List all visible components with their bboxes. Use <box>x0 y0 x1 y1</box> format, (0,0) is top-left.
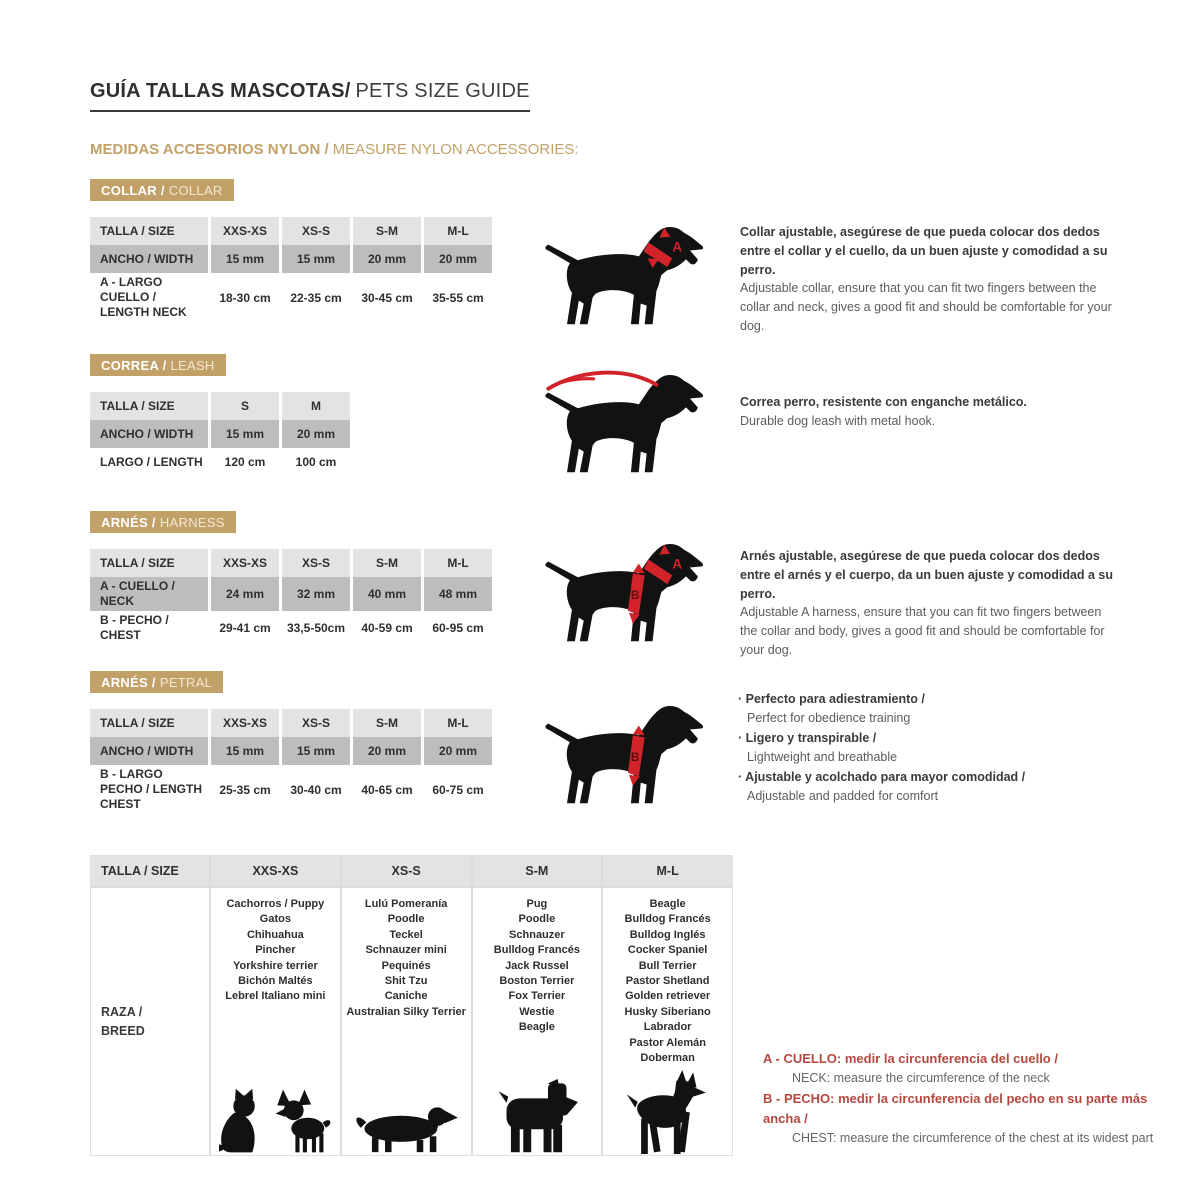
table-header-cell: TALLA / SIZE <box>90 392 208 420</box>
breed-item: Cocker Spaniel <box>627 944 708 957</box>
breed-item: Jack Russel <box>505 959 569 972</box>
breed-item: Fox Terrier <box>508 990 566 1003</box>
table-row-label: A - CUELLO / NECK <box>90 577 208 611</box>
table-header-cell: S-M <box>473 856 602 886</box>
table-header-cell: S-M <box>353 217 421 245</box>
table-header-cell: M-L <box>424 549 492 577</box>
breed-column-xs-s <box>342 888 471 1155</box>
petral-section-badge <box>90 671 223 693</box>
table-cell: 15 mm <box>211 245 279 273</box>
marker-letter-b: B <box>630 749 640 764</box>
table-header-cell: M-L <box>603 856 732 886</box>
page-title <box>90 80 530 112</box>
breed-item: Bulldog Inglés <box>629 928 706 941</box>
breed-item: Schnauzer mini <box>365 944 447 957</box>
breed-item: Golden retriever <box>625 990 711 1003</box>
badge-label-en: HARNESS <box>159 515 225 530</box>
breed-item: Westie <box>519 1005 555 1018</box>
breed-item: Gatos <box>259 913 291 926</box>
table-cell: 48 mm <box>424 577 492 611</box>
feature-en: Adjustable and padded for comfort <box>747 788 939 803</box>
page-title-es: GUÍA TALLAS MASCOTAS/ <box>90 80 351 102</box>
table-header-cell: TALLA / SIZE <box>90 709 208 737</box>
dog-with-leash-icon <box>542 367 710 485</box>
harness-description <box>740 547 1122 660</box>
table-header-cell: M <box>282 392 350 420</box>
leash-section-badge <box>90 354 226 376</box>
breed-item: Bulldog Francés <box>624 913 711 926</box>
feature-es: · Ligero y transpirable / <box>738 729 1138 748</box>
badge-label-en: COLLAR <box>168 183 223 198</box>
table-cell: 25-35 cm <box>211 765 279 814</box>
table-header-cell: S-M <box>353 709 421 737</box>
breed-silhouette-cell <box>473 1070 602 1155</box>
description-en: Adjustable collar, ensure that you can fit two fingers between the collar and neck, gives a good fit and should be comfortable for your dog. <box>740 281 1112 333</box>
feature-en: Lightweight and breathable <box>747 750 898 765</box>
dog-with-chest-strap-illustration <box>540 697 712 817</box>
breed-item: Shit Tzu <box>384 974 428 987</box>
breed-item: Bull Terrier <box>638 959 697 972</box>
table-cell: 100 cm <box>282 448 350 476</box>
breed-item: Doberman <box>640 1051 695 1064</box>
table-cell: 60-95 cm <box>424 611 492 645</box>
breed-item: Pincher <box>255 944 296 957</box>
harness-size-table <box>90 549 492 645</box>
breed-item: Pastor Shetland <box>625 974 710 987</box>
breed-item: Pug <box>526 898 548 910</box>
table-header-cell: XS-S <box>282 217 350 245</box>
table-cell: 15 mm <box>211 737 279 765</box>
table-header-cell: TALLA / SIZE <box>91 856 209 886</box>
feature-es: · Perfecto para adiestramiento / <box>738 690 1138 709</box>
feature-en: Perfect for obedience training <box>747 711 911 726</box>
dog-with-harness-illustration <box>540 535 712 655</box>
breed-item: Boston Terrier <box>499 974 575 987</box>
description-en: Adjustable A harness, ensure that you can fit two fingers between the collar and body, gives a good fit and should be comfortable for your dog. <box>740 605 1105 657</box>
breed-item: Poodle <box>518 913 556 926</box>
breed-item: Poodle <box>387 913 425 926</box>
breed-item: Caniche <box>384 990 428 1003</box>
table-cell: 24 mm <box>211 577 279 611</box>
table-cell: 120 cm <box>211 448 279 476</box>
breed-item: Pastor Alemán <box>629 1036 706 1049</box>
table-header-cell: M-L <box>424 217 492 245</box>
table-cell: 60-75 cm <box>424 765 492 814</box>
page-subtitle-en: MEASURE NYLON ACCESSORIES: <box>332 141 579 158</box>
breed-silhouette-cell <box>342 1070 471 1155</box>
table-row-label: A - LARGO CUELLO / LENGTH NECK <box>90 273 208 322</box>
measuring-notes <box>763 1049 1163 1148</box>
badge-label-en: PETRAL <box>159 675 213 690</box>
breed-row-label <box>91 888 209 1155</box>
page-title-en: PETS SIZE GUIDE <box>355 80 530 102</box>
table-cell: 20 mm <box>424 737 492 765</box>
table-cell: 15 mm <box>211 420 279 448</box>
breed-item: Bulldog Francés <box>493 944 580 957</box>
table-cell: 20 mm <box>282 420 350 448</box>
description-es: Correa perro, resistente con enganche metálico. <box>740 395 1027 409</box>
breed-row-label-line2: BREED <box>101 1023 145 1038</box>
collar-size-table <box>90 217 492 322</box>
breed-list <box>473 888 602 1040</box>
table-cell: 15 mm <box>282 245 350 273</box>
breed-size-table <box>90 855 733 1156</box>
table-cell: 29-41 cm <box>211 611 279 645</box>
table-row-label: ANCHO / WIDTH <box>90 245 208 273</box>
description-es: Collar ajustable, asegúrese de que pueda colocar dos dedos entre el collar y el cuello, da un buen ajuste y comodidad a su perro. <box>740 225 1108 277</box>
table-cell: 22-35 cm <box>282 273 350 322</box>
marker-letter-a: A <box>672 556 683 572</box>
leash-description <box>740 393 1122 431</box>
breed-item: Yorkshire terrier <box>232 959 318 972</box>
table-row-label: ANCHO / WIDTH <box>90 737 208 765</box>
harness-section-badge <box>90 511 236 533</box>
breed-item: Cachorros / Puppy <box>226 898 325 910</box>
breed-column-xxs-xs <box>211 888 340 1155</box>
table-header-cell: M-L <box>424 709 492 737</box>
breed-item: Beagle <box>518 1021 555 1034</box>
table-cell: 40-65 cm <box>353 765 421 814</box>
table-row-label: ANCHO / WIDTH <box>90 420 208 448</box>
table-header-cell: XXS-XS <box>211 549 279 577</box>
table-cell: 33,5-50cm <box>282 611 350 645</box>
dachshund-silhouette-icon <box>352 1098 460 1154</box>
badge-label-es: CORREA / <box>101 358 167 373</box>
badge-label-es: ARNÉS / <box>101 515 156 530</box>
breed-item: Lulú Pomeranía <box>364 898 448 910</box>
table-header-cell: XXS-XS <box>211 856 340 886</box>
note-neck-en: NECK: measure the circumference of the neck <box>792 1071 1050 1086</box>
table-row-label: LARGO / LENGTH <box>90 448 208 476</box>
feature-es: · Ajustable y acolchado para mayor comodidad / <box>738 768 1138 787</box>
breed-list <box>342 888 471 1024</box>
breed-silhouette-cell <box>603 1070 732 1155</box>
doberman-silhouette-icon <box>626 1070 710 1154</box>
breed-item: Beagle <box>649 898 686 910</box>
note-neck-es: A - CUELLO: medir la circunferencia del cuello / <box>763 1051 1058 1066</box>
table-cell: 32 mm <box>282 577 350 611</box>
breed-silhouette-cell <box>211 1070 340 1155</box>
table-cell: 40-59 cm <box>353 611 421 645</box>
breed-list <box>603 888 732 1070</box>
table-cell: 15 mm <box>282 737 350 765</box>
table-cell: 18-30 cm <box>211 273 279 322</box>
table-header-cell: S <box>211 392 279 420</box>
description-en: Durable dog leash with metal hook. <box>740 413 936 428</box>
table-header-cell: XS-S <box>342 856 471 886</box>
table-header-cell: XS-S <box>282 709 350 737</box>
note-chest-en: CHEST: measure the circumference of the chest at its widest part <box>792 1130 1154 1145</box>
dog-with-harness-icon <box>542 536 710 654</box>
breed-item: Chihuahua <box>246 928 304 941</box>
dog-with-collar-illustration <box>540 218 712 338</box>
breed-item: Teckel <box>389 928 423 941</box>
page-subtitle-es: MEDIDAS ACCESORIOS NYLON / <box>90 141 329 158</box>
table-cell: 40 mm <box>353 577 421 611</box>
table-header-cell: S-M <box>353 549 421 577</box>
breed-row-label-line1: RAZA / <box>101 1004 143 1019</box>
table-header-cell: XXS-XS <box>211 217 279 245</box>
description-es: Arnés ajustable, asegúrese de que pueda colocar dos dedos entre el arnés y el cuerpo, da un buen ajuste y comodidad a su perro. <box>740 549 1114 601</box>
table-cell: 30-45 cm <box>353 273 421 322</box>
table-cell: 20 mm <box>353 245 421 273</box>
collar-description <box>740 223 1122 336</box>
petral-size-table <box>90 709 492 814</box>
dog-with-collar-icon <box>542 219 710 337</box>
badge-label-en: LEASH <box>170 358 215 373</box>
petral-features <box>738 690 1138 806</box>
breed-item: Schnauzer <box>509 928 565 941</box>
table-header-cell: TALLA / SIZE <box>90 549 208 577</box>
table-header-cell: XS-S <box>282 549 350 577</box>
breed-column-s-m <box>473 888 602 1155</box>
cat-silhouette-icon <box>219 1088 265 1154</box>
table-row-label: B - PECHO / CHEST <box>90 611 208 645</box>
dog-with-chest-strap-icon <box>542 698 710 816</box>
breed-item: Bichón Maltés <box>238 974 313 987</box>
note-chest-es: B - PECHO: medir la circunferencia del pecho en su parte más ancha / <box>763 1090 1148 1126</box>
table-cell: 35-55 cm <box>424 273 492 322</box>
table-cell: 20 mm <box>353 737 421 765</box>
breed-item: Pequinés <box>381 959 431 972</box>
schnauzer-silhouette-icon <box>494 1079 579 1154</box>
marker-letter-a: A <box>672 239 683 255</box>
badge-label-es: ARNÉS / <box>101 675 156 690</box>
dog-with-leash-illustration <box>540 366 712 486</box>
table-cell: 30-40 cm <box>282 765 350 814</box>
breed-item: Husky Siberiano <box>624 1005 711 1018</box>
collar-section-badge <box>90 179 234 201</box>
breed-item: Lebrel Italiano mini <box>225 990 326 1003</box>
breed-column-m-l <box>603 888 732 1155</box>
breed-item: Australian Silky Terrier <box>346 1005 466 1018</box>
leash-size-table <box>90 392 350 476</box>
breed-list <box>211 888 340 1009</box>
table-header-cell: TALLA / SIZE <box>90 217 208 245</box>
page-header <box>90 80 530 112</box>
table-row-label: B - LARGO PECHO / LENGTH CHEST <box>90 765 208 814</box>
leash-line <box>548 373 656 389</box>
breed-item: Labrador <box>643 1021 692 1034</box>
table-header-cell: XXS-XS <box>211 709 279 737</box>
page-subtitle <box>90 141 579 158</box>
badge-label-es: COLLAR / <box>101 183 165 198</box>
table-cell: 20 mm <box>424 245 492 273</box>
chihuahua-silhouette-icon <box>273 1088 331 1154</box>
marker-letter-b: B <box>630 587 640 602</box>
